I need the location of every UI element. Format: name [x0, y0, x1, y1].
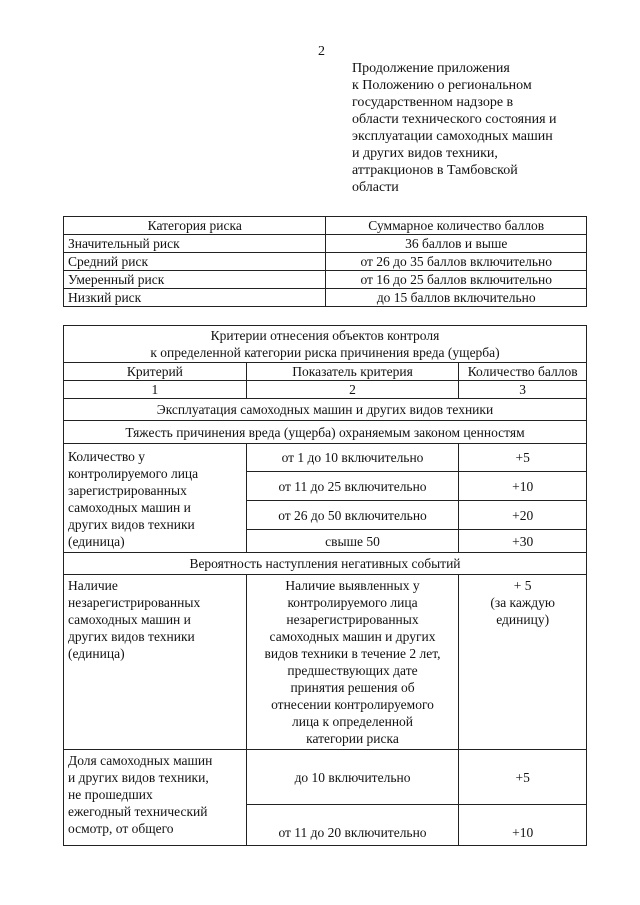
criterion-line: (единица) — [68, 534, 125, 549]
risk-category-table — [63, 216, 587, 307]
criterion-line: (единица) — [68, 646, 125, 661]
risk-category-cell: Умеренный риск — [64, 271, 326, 289]
indicator-line: предшествующих дате — [287, 663, 418, 678]
indicator-line: незарегистрированных — [286, 612, 419, 627]
table-title-line: Критерии отнесения объектов контроля — [210, 328, 440, 343]
header-note-line: области — [352, 180, 399, 195]
points-cell: +30 — [459, 530, 587, 553]
indicator-line: лица к определенной — [291, 714, 414, 729]
risk-category-cell: Низкий риск — [64, 289, 326, 307]
column-header: Критерий — [64, 363, 247, 381]
indicator-cell — [246, 575, 459, 750]
criterion-line: самоходных машин и — [68, 500, 191, 515]
subsection-heading: Вероятность наступления негативных событий — [64, 553, 587, 575]
criterion-line: не прошедших — [68, 787, 153, 802]
column-number: 1 — [64, 381, 247, 399]
points-cell: +5 — [459, 444, 587, 472]
criterion-cell — [64, 750, 247, 846]
header-note-line: государственном надзоре в — [352, 95, 514, 110]
table-row — [64, 271, 587, 289]
criterion-line: Доля самоходных машин — [68, 753, 213, 768]
table-row — [64, 575, 587, 750]
criterion-line: контролируемого лица — [68, 466, 199, 481]
points-cell: +5 — [459, 750, 587, 805]
indicator-line: категории риска — [306, 731, 399, 746]
indicator-line: Наличие выявленных у — [285, 578, 420, 593]
header-note-line: и других видов техники, — [352, 146, 498, 161]
score-range-cell: 36 баллов и выше — [326, 235, 587, 253]
header-note-line: эксплуатации самоходных машин — [352, 129, 553, 144]
indicator-line: принятия решения об — [290, 680, 415, 695]
table-title-line: к определенной категории риска причинения вреда (ущерба) — [150, 345, 500, 360]
risk-category-cell: Значительный риск — [64, 235, 326, 253]
column-header: Количество баллов — [459, 363, 587, 381]
indicator-cell: до 10 включительно — [246, 750, 459, 805]
criterion-line: и других видов техники, — [68, 770, 209, 785]
indicator-cell: от 11 до 25 включительно — [246, 472, 459, 501]
column-header: Показатель критерия — [246, 363, 459, 381]
indicator-line: контролируемого лица — [287, 595, 418, 610]
table-title-row — [64, 326, 587, 363]
header-note-line: к Положению о региональном — [352, 78, 532, 93]
indicator-line: отнесении контролируемого — [271, 697, 434, 712]
table-header-row — [64, 363, 587, 381]
points-cell — [459, 575, 587, 750]
indicator-line: самоходных машин и других — [269, 629, 436, 644]
indicator-cell: от 26 до 50 включительно — [246, 501, 459, 530]
header-note-line: области технического состояния и — [352, 112, 557, 127]
criterion-line: других видов техники — [68, 629, 195, 644]
section-heading: Эксплуатация самоходных машин и других видов техники — [64, 399, 587, 421]
section-row — [64, 399, 587, 421]
column-number-row — [64, 381, 587, 399]
criterion-line: самоходных машин и — [68, 612, 191, 627]
risk-category-cell: Средний риск — [64, 253, 326, 271]
criterion-line: ежегодный технический — [68, 804, 208, 819]
score-range-cell: от 16 до 25 баллов включительно — [326, 271, 587, 289]
table-header-row — [64, 217, 587, 235]
column-header: Категория риска — [64, 217, 326, 235]
column-number: 3 — [459, 381, 587, 399]
column-number: 2 — [246, 381, 459, 399]
criterion-line: незарегистрированных — [68, 595, 201, 610]
points-cell: +10 — [459, 472, 587, 501]
header-note-line: аттракционов в Тамбовской — [352, 163, 518, 178]
header-note-line: Продолжение приложения — [352, 61, 510, 76]
score-range-cell: от 26 до 35 баллов включительно — [326, 253, 587, 271]
points-line: + 5 — [513, 578, 532, 593]
criteria-table — [63, 325, 587, 846]
points-cell: +20 — [459, 501, 587, 530]
points-cell: +10 — [459, 805, 587, 846]
table-row — [64, 750, 587, 805]
criterion-line: осмотр, от общего — [68, 821, 174, 836]
criterion-cell — [64, 575, 247, 750]
criterion-line: Количество у — [68, 449, 146, 464]
header-note — [352, 60, 602, 196]
table-row — [64, 444, 587, 472]
subsection-heading: Тяжесть причинения вреда (ущерба) охраняемым законом ценностям — [64, 421, 587, 444]
score-range-cell: до 15 баллов включительно — [326, 289, 587, 307]
criterion-cell — [64, 444, 247, 553]
points-line: (за каждую — [490, 595, 555, 610]
criterion-line: Наличие — [68, 578, 118, 593]
table-row — [64, 289, 587, 307]
table-row — [64, 235, 587, 253]
subsection-row — [64, 421, 587, 444]
table-title — [64, 326, 587, 363]
subsection-row — [64, 553, 587, 575]
indicator-cell: от 1 до 10 включительно — [246, 444, 459, 472]
column-header: Суммарное количество баллов — [326, 217, 587, 235]
page-number: 2 — [318, 44, 325, 59]
indicator-line: видов техники в течение 2 лет, — [264, 646, 441, 661]
indicator-cell: свыше 50 — [246, 530, 459, 553]
points-line: единицу) — [496, 612, 550, 627]
criterion-line: других видов техники — [68, 517, 195, 532]
indicator-cell: от 11 до 20 включительно — [246, 805, 459, 846]
criterion-line: зарегистрированных — [68, 483, 187, 498]
table-row — [64, 253, 587, 271]
